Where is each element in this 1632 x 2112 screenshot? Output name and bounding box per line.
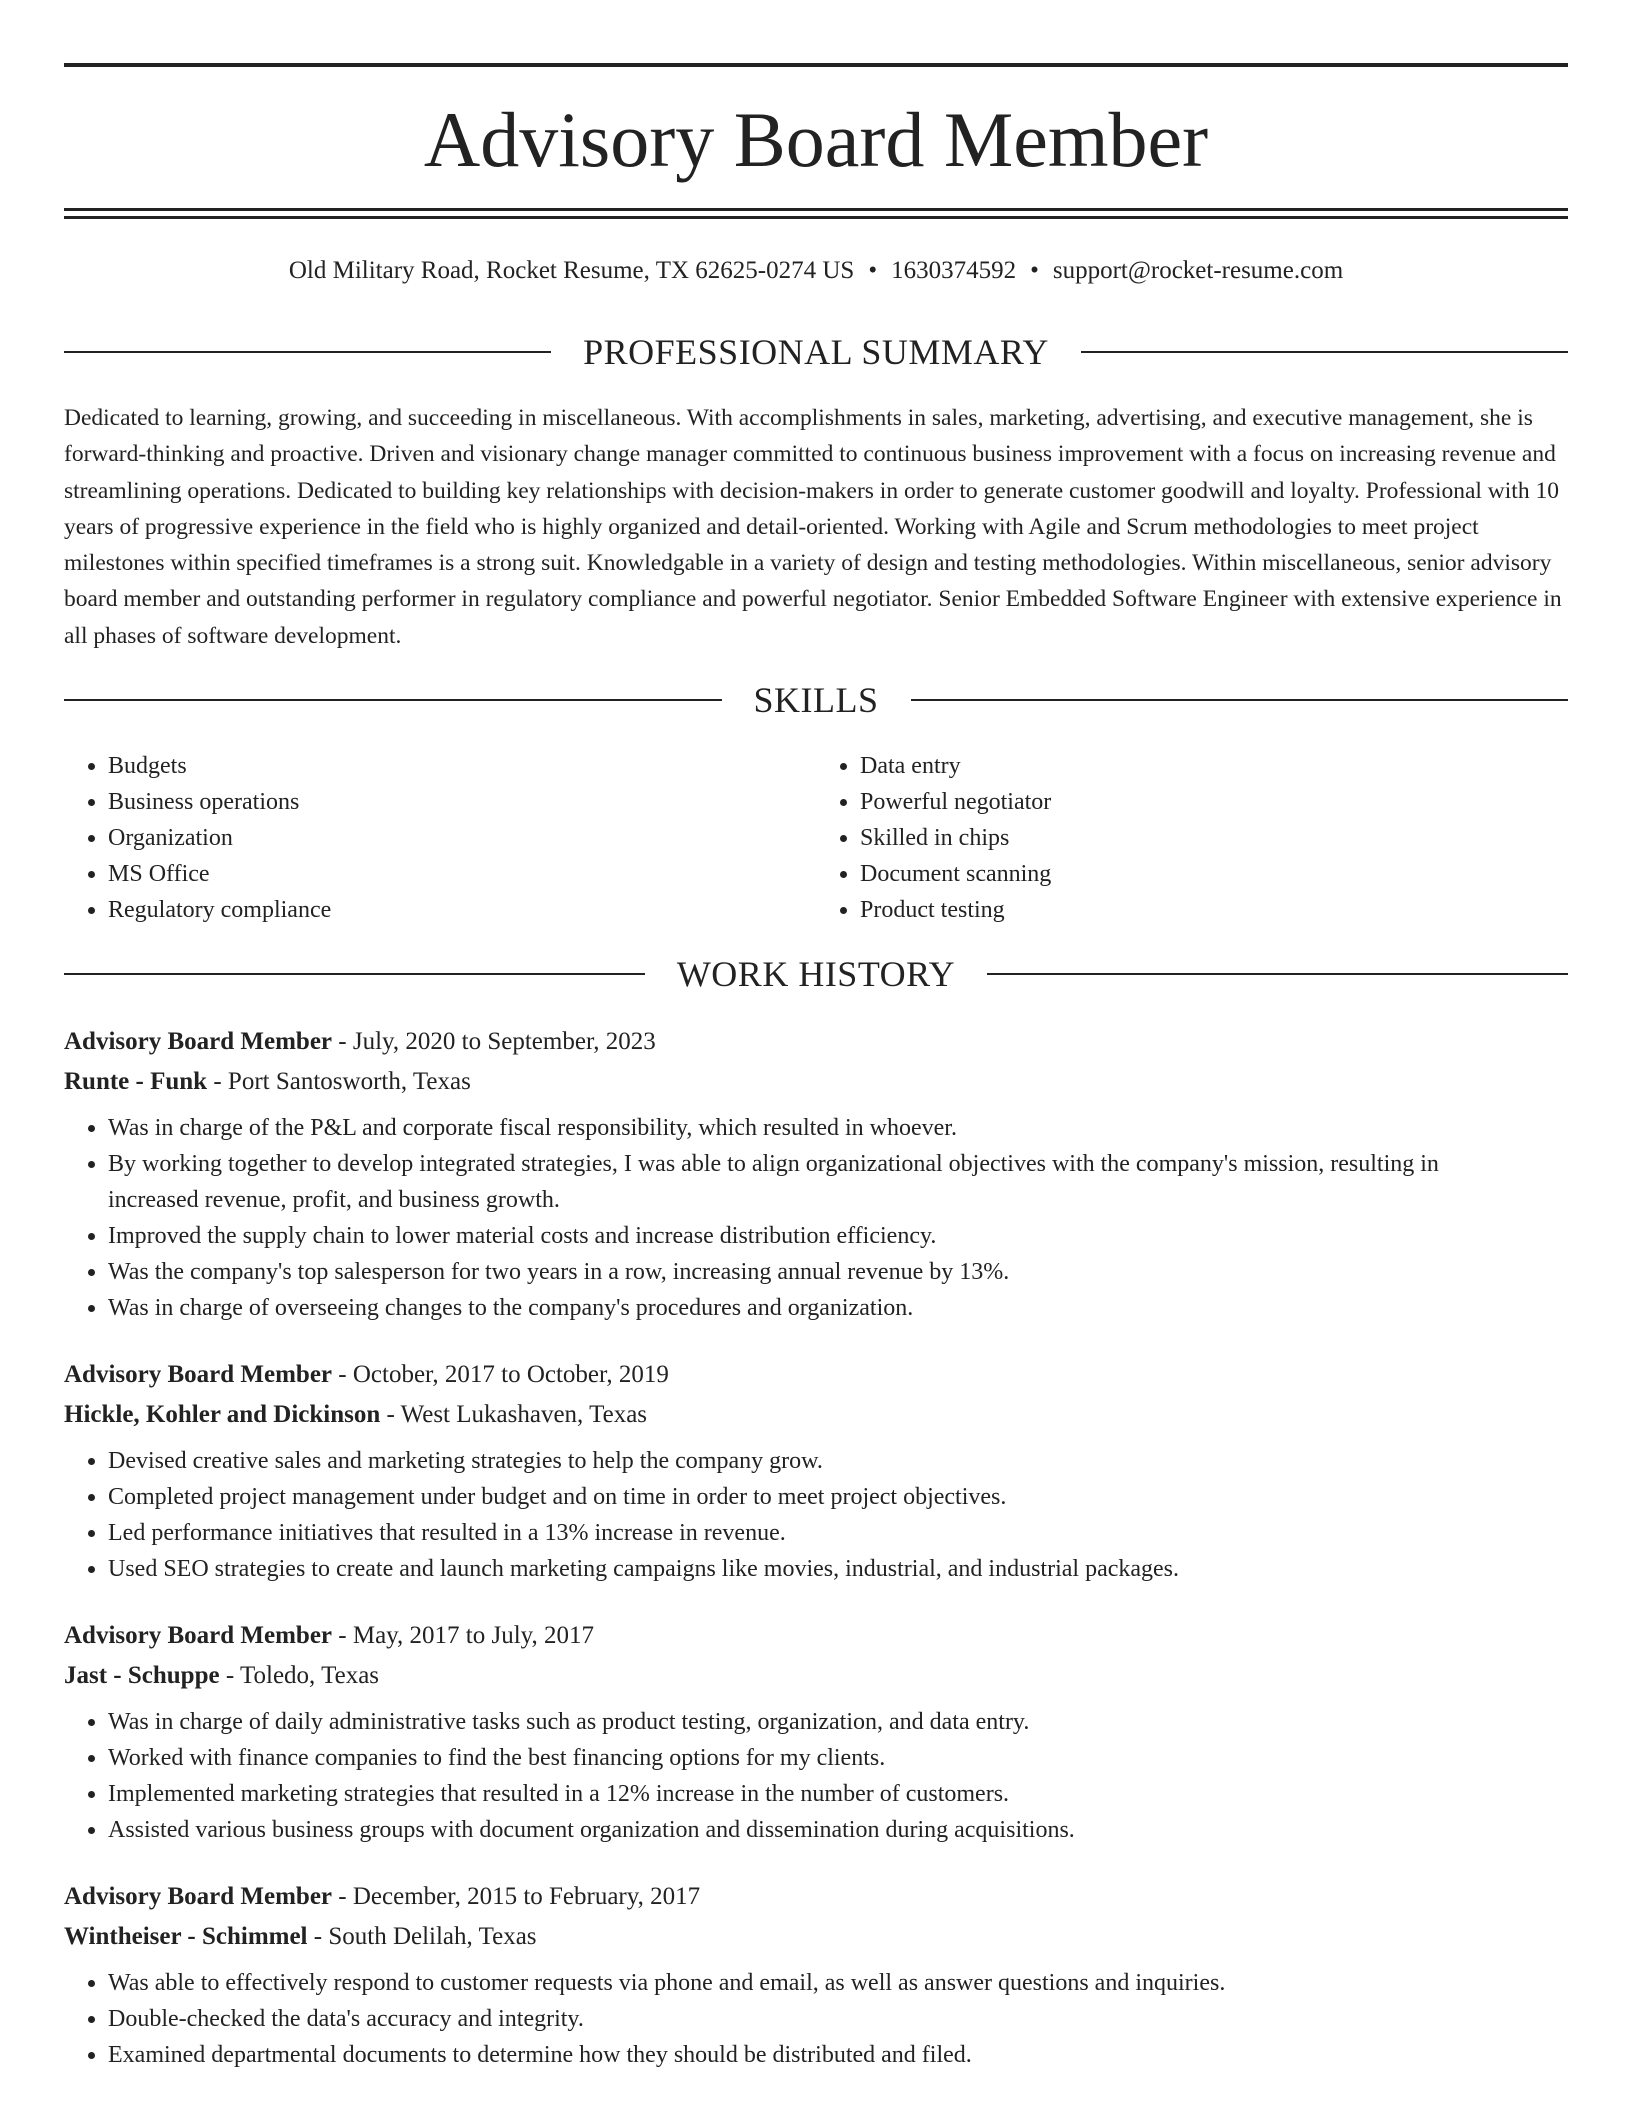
job-entry bbox=[64, 1877, 1568, 2073]
job-title-line bbox=[64, 1877, 1568, 1917]
job-location: - South Delilah, Texas bbox=[307, 1923, 537, 1950]
skill-item: • Organization bbox=[108, 820, 816, 856]
job-company: Hickle, Kohler and Dickinson bbox=[64, 1401, 381, 1428]
job-bullet: • Double-checked the data's accuracy and integrity. bbox=[108, 2001, 1568, 2037]
section-heading-work bbox=[64, 954, 1568, 994]
job-entry bbox=[64, 1355, 1568, 1587]
job-bullet: • Led performance initiatives that resulted in a 13% increase in revenue. bbox=[108, 1515, 1568, 1551]
job-role: Advisory Board Member bbox=[64, 1361, 333, 1388]
job-company-line bbox=[64, 1656, 1568, 1696]
job-location: - Port Santosworth, Texas bbox=[207, 1068, 471, 1095]
job-bullet: • By working together to develop integrated strategies, I was able to align organizational objectives with the company's mission, resulting in increased revenue, profit, and business growth. bbox=[108, 1146, 1568, 1218]
skill-item: • Product testing bbox=[860, 892, 1568, 928]
contact-separator: • bbox=[868, 257, 878, 284]
skill-item: • Powerful negotiator bbox=[860, 784, 1568, 820]
job-role: Advisory Board Member bbox=[64, 1028, 333, 1055]
job-dates: - July, 2020 to September, 2023 bbox=[332, 1028, 656, 1055]
heading-rule-left bbox=[64, 351, 551, 353]
job-bullet: • Improved the supply chain to lower material costs and increase distribution efficiency. bbox=[108, 1218, 1568, 1254]
job-company-line bbox=[64, 1917, 1568, 1957]
job-role: Advisory Board Member bbox=[64, 1883, 333, 1910]
skill-item: • Budgets bbox=[108, 748, 816, 784]
header-double-rule-lower bbox=[64, 216, 1568, 219]
contact-line bbox=[64, 254, 1568, 288]
job-bullet: • Was able to effectively respond to customer requests via phone and email, as well as answer questions and inquiries. bbox=[108, 1965, 1568, 2001]
skill-item: • Regulatory compliance bbox=[108, 892, 816, 928]
job-company-line bbox=[64, 1395, 1568, 1435]
heading-rule-right bbox=[1081, 351, 1568, 353]
skill-item: • Business operations bbox=[108, 784, 816, 820]
job-bullet: • Used SEO strategies to create and launch marketing campaigns like movies, industrial, and industrial packages. bbox=[108, 1551, 1568, 1587]
job-dates: - December, 2015 to February, 2017 bbox=[332, 1883, 701, 1910]
section-heading-summary bbox=[64, 332, 1568, 372]
job-location: - Toledo, Texas bbox=[219, 1662, 380, 1689]
job-dates: - May, 2017 to July, 2017 bbox=[332, 1622, 595, 1649]
job-bullet: • Examined departmental documents to determine how they should be distributed and filed. bbox=[108, 2037, 1568, 2073]
job-bullet: • Assisted various business groups with document organization and dissemination during acquisitions. bbox=[108, 1812, 1568, 1848]
job-company: Wintheiser - Schimmel bbox=[64, 1923, 308, 1950]
job-company: Jast - Schuppe bbox=[64, 1662, 220, 1689]
job-bullets bbox=[64, 1443, 1568, 1587]
job-bullets bbox=[64, 1110, 1568, 1326]
job-title-line bbox=[64, 1355, 1568, 1395]
job-bullet: • Was in charge of overseeing changes to the company's procedures and organization. bbox=[108, 1290, 1568, 1326]
job-title-line bbox=[64, 1022, 1568, 1062]
section-title: SKILLS bbox=[753, 680, 879, 720]
job-bullets bbox=[64, 1965, 1568, 2073]
job-role: Advisory Board Member bbox=[64, 1622, 333, 1649]
skills-list bbox=[64, 748, 1568, 928]
heading-rule-left bbox=[64, 699, 722, 701]
job-bullet: • Was in charge of daily administrative tasks such as product testing, organization, and data entry. bbox=[108, 1704, 1568, 1740]
job-bullet: • Worked with finance companies to find the best financing options for my clients. bbox=[108, 1740, 1568, 1776]
contact-address: Old Military Road, Rocket Resume, TX 62625-0274 US bbox=[288, 257, 855, 284]
job-company: Runte - Funk bbox=[64, 1068, 208, 1095]
summary-text: Dedicated to learning, growing, and succeeding in miscellaneous. With accomplishments in sales, marketing, advertising, and executive management, she is forward-thinking and proactive. Driven and visionary change manager committed to continuous business improvement with a focus on increasing revenue and streamlining operations. Dedicated to building key relationships with decision-makers in order to generate customer goodwill and loyalty. Professional with 10 years of progressive experience in the field who is highly organized and detail-oriented. Working with Agile and Scrum methodologies to meet project milestones within specified timeframes is a strong suit. Knowledgable in a variety of design and testing methodologies. Within miscellaneous, senior advisory board member and outstanding performer in regulatory compliance and powerful negotiator. Senior Embedded Software Engineer with extensive experience in all phases of software development. bbox=[64, 405, 1562, 649]
skill-item: • Document scanning bbox=[860, 856, 1568, 892]
skill-item: • MS Office bbox=[108, 856, 816, 892]
skill-item: • Skilled in chips bbox=[860, 820, 1568, 856]
heading-rule-right bbox=[911, 699, 1569, 701]
skill-item: • Data entry bbox=[860, 748, 1568, 784]
job-bullets bbox=[64, 1704, 1568, 1848]
contact-separator: • bbox=[1030, 257, 1039, 284]
contact-phone: 1630374592 bbox=[891, 257, 1017, 284]
resume-name: Advisory Board Member bbox=[423, 96, 1209, 183]
job-dates: - October, 2017 to October, 2019 bbox=[332, 1361, 669, 1388]
section-title: PROFESSIONAL SUMMARY bbox=[583, 332, 1049, 372]
job-location: - West Lukashaven, Texas bbox=[380, 1401, 648, 1428]
job-bullet: • Was in charge of the P&L and corporate fiscal responsibility, which resulted in whoever. bbox=[108, 1110, 1568, 1146]
job-entry bbox=[64, 1616, 1568, 1848]
job-bullet: • Completed project management under budget and on time in order to meet project objectives. bbox=[108, 1479, 1568, 1515]
job-entry bbox=[64, 1022, 1568, 1326]
skills-column-left bbox=[64, 748, 816, 928]
job-company-line bbox=[64, 1062, 1568, 1102]
job-title-line bbox=[64, 1616, 1568, 1656]
header-double-rule-upper bbox=[64, 208, 1568, 211]
heading-rule-right bbox=[987, 973, 1568, 975]
skills-column-right bbox=[816, 748, 1568, 928]
job-bullet: • Was the company's top salesperson for two years in a row, increasing annual revenue by 13%. bbox=[108, 1254, 1568, 1290]
section-title: WORK HISTORY bbox=[676, 954, 956, 994]
contact-email: support@rocket-resume.com bbox=[1052, 257, 1344, 284]
work-history bbox=[64, 1022, 1568, 2102]
header-top-rule bbox=[64, 63, 1568, 67]
job-bullet: • Implemented marketing strategies that resulted in a 12% increase in the number of customers. bbox=[108, 1776, 1568, 1812]
section-heading-skills bbox=[64, 680, 1568, 720]
job-bullet: • Devised creative sales and marketing strategies to help the company grow. bbox=[108, 1443, 1568, 1479]
heading-rule-left bbox=[64, 973, 645, 975]
